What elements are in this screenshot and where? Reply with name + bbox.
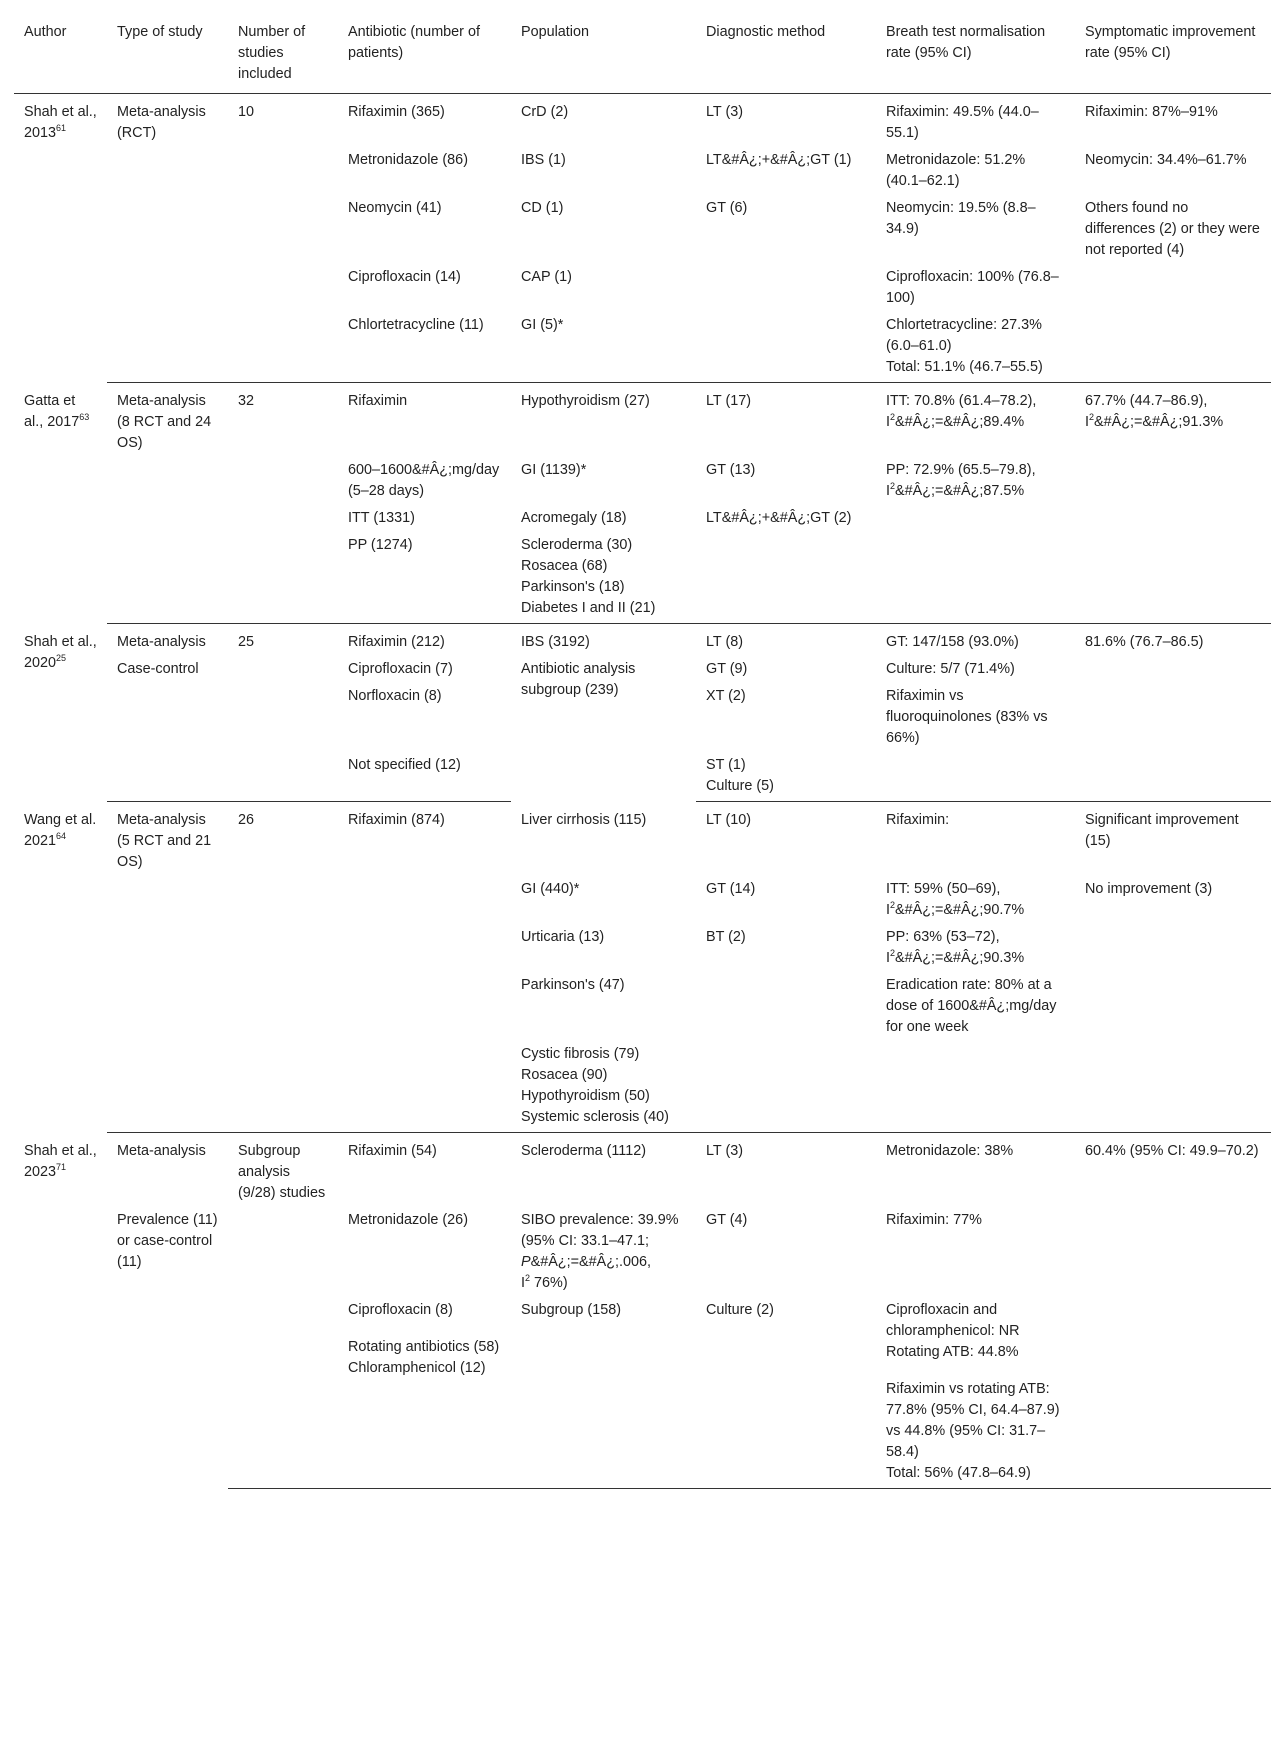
table-row: Chlortetracycline (11) GI (5)* Chlortetracycline: 27.3% (6.0–61.0) Total: 51.1% (46.7–55.5) [14,315,1271,383]
author-cell: Gatta et al., 2017$^{63}$ [24,392,90,430]
author-cell: Shah et al., 2020$^{25}$ [24,633,97,671]
results-table [14,14,1271,1489]
table-row: PP (1274) Scleroderma (30) Rosacea (68) Parkinson's (18) Diabetes I and II (21) [14,535,1271,624]
table-row: Gatta et al., 2017$^{63}$ Meta-analysis (8 RCT and 24 OS) 32 Rifaximin Hypothyroidism (27) LT (17) ITT: 70.8% (61.4–78.2), $I^2\&\#Â¿;=\&\#Â¿;89.4\%$ 67.7% (44.7–86.9), $I^2\&\#Â¿;=\&\#Â¿;91.3\%$ [14,383,1271,461]
table-row: Not specified (12) ST (1) Culture (5) [14,755,1271,802]
header-antibiotic: Antibiotic (number of patients) [338,14,511,94]
table-row: ITT (1331) Acromegaly (18) LT&#Â¿;+&#Â¿;GT (2) [348,510,852,526]
author-cell: Shah et al., 2013$^{61}$ [24,104,97,141]
table-row: Shah et al., 2023$^{71}$ Meta-analysis Subgroup analysis (9/28) studies Rifaximin (54) Scleroderma (1112) LT (3) Metronidazole: 38% 60.4% (95% CI: 49.9–70.2) [14,1133,1271,1211]
header-number: Number of studies included [228,14,338,94]
header-diagnostic: Diagnostic method [696,14,876,94]
table-row: Shah et al., 2013$^{61}$ Meta-analysis (RCT) 10 Rifaximin (365) CrD (2) LT (3) Rifaximin: 49.5% (44.0–55.1) Rifaximin: 87%–91% [14,94,1271,151]
table-row: Urticaria (13) BT (2) PP: 63% (53–72), $I^2\&\#Â¿;=\&\#Â¿;90.3\%$ [521,929,1025,966]
table-row: 600–1600&#Â¿;mg/day (5–28 days) GI (1139)* GT (13) PP: 72.9% (65.5–79.8), $I^2\&\#Â¿;=\&\#Â¿;87.5\%$ [348,462,1036,499]
table-row: Ciprofloxacin (14) CAP (1) Ciprofloxacin: 100% (76.8–100) [348,269,1059,306]
header-population: Population [511,14,696,94]
author-cell: Wang et al. 2021$^{64}$ [24,811,97,849]
author-cell: Shah et al., 2023$^{71}$ [24,1142,97,1180]
table-row: Prevalence (11) or case-control (11) Metronidazole (26) SIBO prevalence: 39.9% (95% CI: 33.1–47.1; P&#Â¿;=&#Â¿;.006, $I^2$ 76%) GT (4) Rifaximin: 77% [117,1212,982,1291]
table-row: Neomycin (41) CD (1) GT (6) Neomycin: 19.5% (8.8–34.9) Others found no differences (2) or they were not reported (4) [348,200,1260,258]
header-author: Author [14,14,107,94]
table-row: Wang et al. 2021$^{64}$ Meta-analysis (5 RCT and 21 OS) 26 Rifaximin (874) Liver cirrhosis (115) LT (10) Rifaximin: Significant improvement (15) [14,802,1271,880]
table-row: Norfloxacin (8) XT (2) Rifaximin vs fluoroquinolones (83% vs 66%) [348,688,1048,746]
table-row: Ciprofloxacin (8) Rotating antibiotics (58) Chloramphenicol (12) Subgroup (158) Culture (2) Ciprofloxacin and chloramphenicol: NR Rotating ATB: 44.8% Rifaximin vs rotating ATB: 77.8% (95% CI, 64.4–87.9) vs 44.8% (95% CI: 31.7–58.4) Total: 56% (47.8–64.9) [14,1300,1271,1489]
table-row: Case-control Ciprofloxacin (7) Antibiotic analysis subgroup (239) GT (9) Culture: 5/7 (71.4%) [117,661,1015,698]
header-breath: Breath test normalisation rate (95% CI) [876,14,1075,94]
header-row [14,14,1271,94]
table-row: Shah et al., 2020$^{25}$ Meta-analysis 25 Rifaximin (212) IBS (3192) LT (8) GT: 147/158 (93.0%) 81.6% (76.7–86.5) [14,624,1271,660]
table-row: Metronidazole (86) IBS (1) LT&#Â¿;+&#Â¿;GT (1) Metronidazole: 51.2% (40.1–62.1) Neomycin: 34.4%–61.7% [348,152,1247,189]
table-row: Cystic fibrosis (79) Rosacea (90) Hypothyroidism (50) Systemic sclerosis (40) [14,1044,1271,1133]
table-row: Parkinson's (47) Eradication rate: 80% at a dose of 1600&#Â¿;mg/day for one week [521,977,1057,1035]
table-row: GI (440)* GT (14) ITT: 59% (50–69), $I^2\&\#Â¿;=\&\#Â¿;90.7\%$ No improvement (3) [521,881,1213,918]
header-symptomatic: Symptomatic improvement rate (95% CI) [1075,14,1271,94]
header-type: Type of study [107,14,228,94]
